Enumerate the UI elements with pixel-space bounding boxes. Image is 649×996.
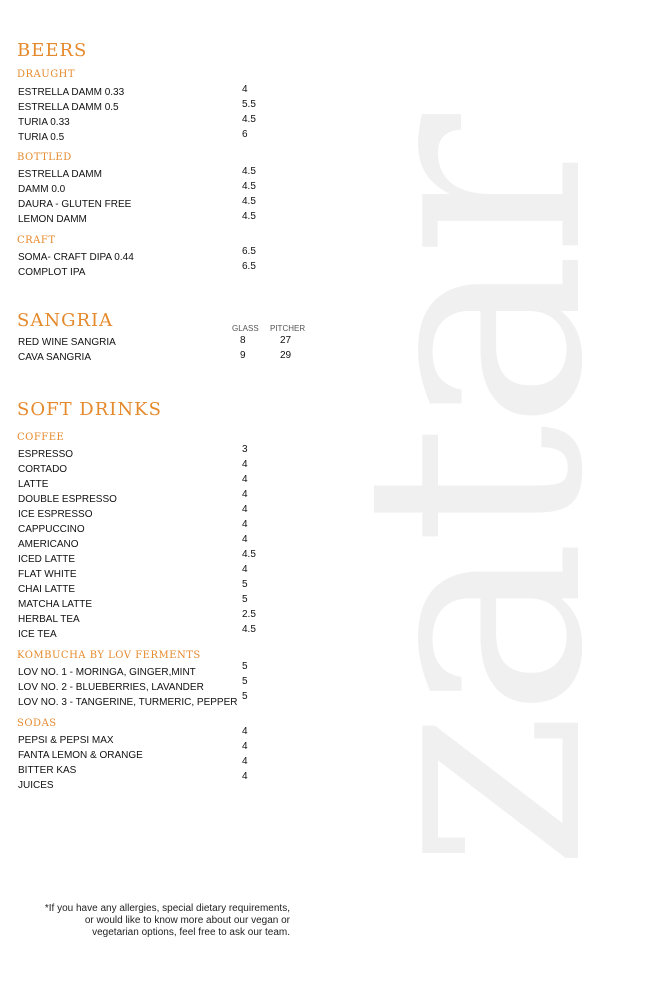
item-price: 5 (242, 691, 248, 702)
list-item: DAMM 0.0 (18, 184, 66, 195)
item-price: 3 (242, 444, 248, 455)
pitcher-column-header: PITCHER (270, 324, 306, 333)
list-item: FLAT WHITE (18, 569, 77, 580)
list-item: CORTADO (18, 464, 68, 475)
list-item: ESTRELLA DAMM 0.33 (18, 87, 125, 98)
item-price: 4.5 (242, 181, 256, 192)
list-item: TURIA 0.5 (18, 132, 65, 143)
item-price: 4 (242, 756, 248, 767)
pitcher-price: 29 (280, 350, 292, 361)
note-line: or would like to know more about our vegan or (84, 915, 290, 926)
list-item: HERBAL TEA (18, 614, 80, 625)
list-item: LEMON DAMM (18, 214, 87, 225)
item-price: 4 (242, 564, 248, 575)
item-price: 2.5 (242, 609, 256, 620)
list-item: FANTA LEMON & ORANGE (18, 750, 143, 761)
item-price: 4 (242, 84, 248, 95)
list-item: ESPRESSO (18, 449, 74, 460)
item-price: 4.5 (242, 196, 256, 207)
item-price: 4.5 (242, 624, 256, 635)
list-item: LOV NO. 3 - TANGERINE, TURMERIC, PEPPER (18, 697, 238, 708)
list-item: LATTE (18, 479, 49, 490)
pitcher-price: 27 (280, 335, 292, 346)
list-item: RED WINE SANGRIA (18, 337, 116, 348)
bottled-heading: BOTTLED (17, 152, 72, 163)
list-item: SOMA- CRAFT DIPA 0.44 (18, 252, 134, 263)
list-item: ICE ESPRESSO (18, 509, 93, 520)
list-item: ICED LATTE (18, 554, 76, 565)
list-item: DAURA - GLUTEN FREE (18, 199, 132, 210)
zatar-watermark (300, 60, 649, 930)
list-item: AMERICANO (18, 539, 79, 550)
item-price: 4 (242, 504, 248, 515)
note-line: vegetarian options, feel free to ask our team. (92, 927, 290, 938)
item-price: 4.5 (242, 211, 256, 222)
glass-price: 8 (240, 335, 246, 346)
list-item: ESTRELLA DAMM 0.5 (18, 102, 119, 113)
list-item: CAPPUCCINO (18, 524, 85, 535)
list-item: COMPLOT IPA (18, 267, 86, 278)
allergy-note (0, 903, 290, 939)
list-item: LOV NO. 1 - MORINGA, GINGER,MINT (18, 667, 196, 678)
item-price: 5 (242, 661, 248, 672)
list-item: ESTRELLA DAMM (18, 169, 102, 180)
item-price: 4 (242, 459, 248, 470)
list-item: ICE TEA (18, 629, 57, 640)
coffee-heading: COFFEE (17, 432, 65, 443)
item-price: 6.5 (242, 261, 256, 272)
list-item: TURIA 0.33 (18, 117, 70, 128)
item-price: 5 (242, 579, 248, 590)
beers-heading: BEERS (17, 40, 88, 61)
item-price: 5 (242, 676, 248, 687)
list-item: LOV NO. 2 - BLUEBERRIES, LAVANDER (18, 682, 204, 693)
sangria-heading: SANGRIA (17, 310, 114, 331)
list-item: CHAI LATTE (18, 584, 76, 595)
item-price: 5 (242, 594, 248, 605)
item-price: 4 (242, 519, 248, 530)
watermark-text: zatar (300, 120, 649, 870)
glass-price: 9 (240, 350, 246, 361)
item-price: 4 (242, 534, 248, 545)
item-price: 4 (242, 771, 248, 782)
list-item: MATCHA LATTE (18, 599, 93, 610)
item-price: 4.5 (242, 114, 256, 125)
list-item: DOUBLE ESPRESSO (18, 494, 117, 505)
note-line: *If you have any allergies, special dietary requirements, (44, 903, 290, 914)
item-price: 6.5 (242, 246, 256, 257)
kombucha-heading: KOMBUCHA BY LOV FERMENTS (17, 650, 201, 661)
item-price: 4 (242, 726, 248, 737)
draught-heading: DRAUGHT (17, 69, 76, 80)
item-price: 4 (242, 489, 248, 500)
list-item: JUICES (18, 780, 54, 791)
item-price: 4 (242, 474, 248, 485)
list-item: BITTER KAS (18, 765, 77, 776)
list-item: PEPSI & PEPSI MAX (18, 735, 114, 746)
sodas-heading: SODAS (17, 718, 57, 729)
item-price: 4.5 (242, 549, 256, 560)
item-price: 4.5 (242, 166, 256, 177)
item-price: 5.5 (242, 99, 256, 110)
soft-drinks-heading: SOFT DRINKS (17, 399, 162, 420)
item-price: 6 (242, 129, 248, 140)
item-price: 4 (242, 741, 248, 752)
list-item: CAVA SANGRIA (18, 352, 91, 363)
glass-column-header: GLASS (232, 324, 259, 333)
craft-heading: CRAFT (17, 235, 56, 246)
